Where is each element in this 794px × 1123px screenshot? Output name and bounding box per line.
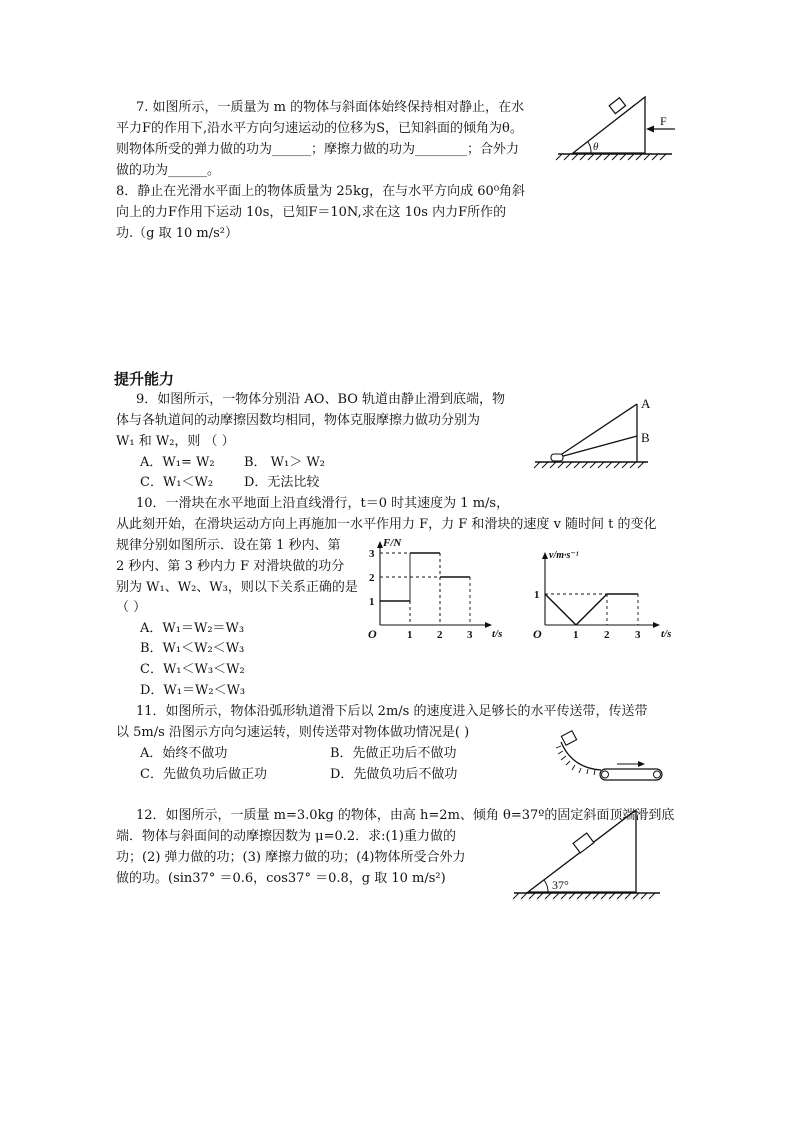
f-chart-x-tick-label: 3: [467, 629, 473, 641]
v-chart-origin: O: [533, 627, 542, 641]
q9-option-c: C．W₁＜W₂: [140, 475, 214, 490]
f-chart-x-tick-label: 1: [407, 629, 413, 641]
q7-angle-label: θ: [593, 141, 599, 153]
q10-option-b: B．W₁＜W₂＜W₃: [140, 641, 245, 656]
q8-line-2: 向上的力F作用下运动 10s，已知F＝10N,求在这 10s 内力F所作的: [116, 205, 507, 220]
q10-option-c: C．W₁＜W₃＜W₂: [140, 662, 245, 677]
v-chart-x-tick-label: 3: [635, 629, 641, 641]
q7-line-2: 平力F的作用下,沿水平方向匀速运动的位移为S，已知斜面的倾角为θ。: [116, 121, 523, 136]
v-chart-y-tick-label: 1: [534, 589, 540, 601]
q9-option-a: A．W₁= W₂: [140, 455, 215, 470]
q11-option-c: C．先做负功后做正功: [140, 767, 267, 782]
f-chart-ylabel: F/N: [383, 537, 402, 549]
f-chart-y-tick-label: 2: [369, 572, 375, 584]
q11-option-d: D．先做负功后不做功: [330, 767, 458, 782]
v-chart-ylabel: v/m·s⁻¹: [549, 550, 579, 561]
q9-label-b: B: [641, 430, 650, 445]
q12-ground: [513, 893, 660, 899]
q9-option-d: D．无法比较: [244, 475, 320, 490]
v-chart-x-tick-label: 2: [604, 629, 610, 641]
q10-line-2: 从此刻开始，在滑块运动方向上再施加一水平作用力 F，力 F 和滑块的速度 v 随时间 t 的变化: [116, 517, 657, 532]
q10-option-a: A．W₁＝W₂＝W₃: [140, 621, 245, 636]
q9-line-1: 9．如图所示，一物体分别沿 AO、BO 轨道由静止滑到底端，物: [136, 392, 506, 407]
q12-angle-label: 37°: [552, 878, 569, 892]
q12-line-3: 功；(2) 弹力做的功；(3) 摩擦力做的功；(4)物体所受合外力: [116, 850, 466, 865]
q10-option-d: D．W₁＝W₂＜W₃: [140, 683, 246, 698]
v-chart-x-tick-label: 1: [573, 629, 579, 641]
f-chart-x-tick-label: 2: [437, 629, 443, 641]
q7-line-4: 做的功为______。: [116, 163, 221, 178]
q7-line-3: 则物体所受的弹力做的功为______；摩擦力做的功为________；合外力: [116, 142, 520, 157]
q11-option-b: B．先做正功后不做功: [330, 746, 457, 761]
q10-line-5: 别为 W₁、W₂、W₃，则以下关系正确的是: [116, 580, 358, 595]
q10-line-4: 2 秒内、第 3 秒内力 F 对滑块做的功分: [116, 559, 345, 574]
section-title: 提升能力: [114, 370, 175, 388]
v-chart-xlabel: t/s: [661, 628, 672, 640]
q10-line-1: 10．一滑块在水平地面上沿直线滑行，t＝0 时其速度为 1 m/s，: [136, 496, 510, 511]
q9-label-a: A: [641, 396, 651, 411]
q10-line-6: （ ）: [116, 600, 147, 615]
q12-line-4: 做的功。(sin37° ＝0.6，cos37° ＝0.8，g 取 10 m/s²): [116, 871, 446, 886]
q8-line-1: 8．静止在光滑水平面上的物体质量为 25kg，在与水平方向成 60⁰角斜: [116, 184, 526, 199]
q12-line-2: 端．物体与斜面间的动摩擦因数为 μ=0.2．求:(1)重力做的: [116, 829, 456, 844]
q8-line-3: 功.（g 取 10 m/s²）: [116, 226, 238, 241]
q9-line-3: W₁ 和 W₂，则 （ ）: [116, 434, 235, 449]
f-chart-y-tick-label: 1: [369, 596, 375, 608]
q7-force-label: F: [660, 114, 667, 128]
q9-option-b: B． W₁＞ W₂: [244, 455, 325, 470]
f-chart-origin: O: [368, 627, 377, 641]
f-chart-xlabel: t/s: [492, 628, 503, 640]
f-chart-y-tick-label: 3: [369, 548, 375, 560]
q11-option-a: A．始终不做功: [140, 746, 228, 761]
q12-line-1: 12．如图所示，一质量 m=3.0kg 的物体，由高 h=2m、倾角 θ=37º的固定斜面顶端滑到底: [136, 808, 675, 823]
q9-line-2: 体与各轨道间的动摩擦因数均相同，物体克服摩擦力做功分别为: [116, 413, 481, 428]
q11-line-2: 以 5m/s 沿图示方向匀速运转，则传送带对物体做功情况是( ): [116, 725, 470, 740]
q12-angle-arc: [544, 880, 548, 892]
q12-block: [573, 833, 594, 853]
q7-line-1: 7. 如图所示，一质量为 m 的物体与斜面体始终保持相对静止，在水: [136, 100, 525, 115]
q10-line-3: 规律分别如图所示．设在第 1 秒内、第: [116, 538, 341, 553]
q11-line-1: 11．如图所示，物体沿弧形轨道滑下后以 2m/s 的速度进入足够长的水平传送带，传送带: [136, 704, 648, 719]
